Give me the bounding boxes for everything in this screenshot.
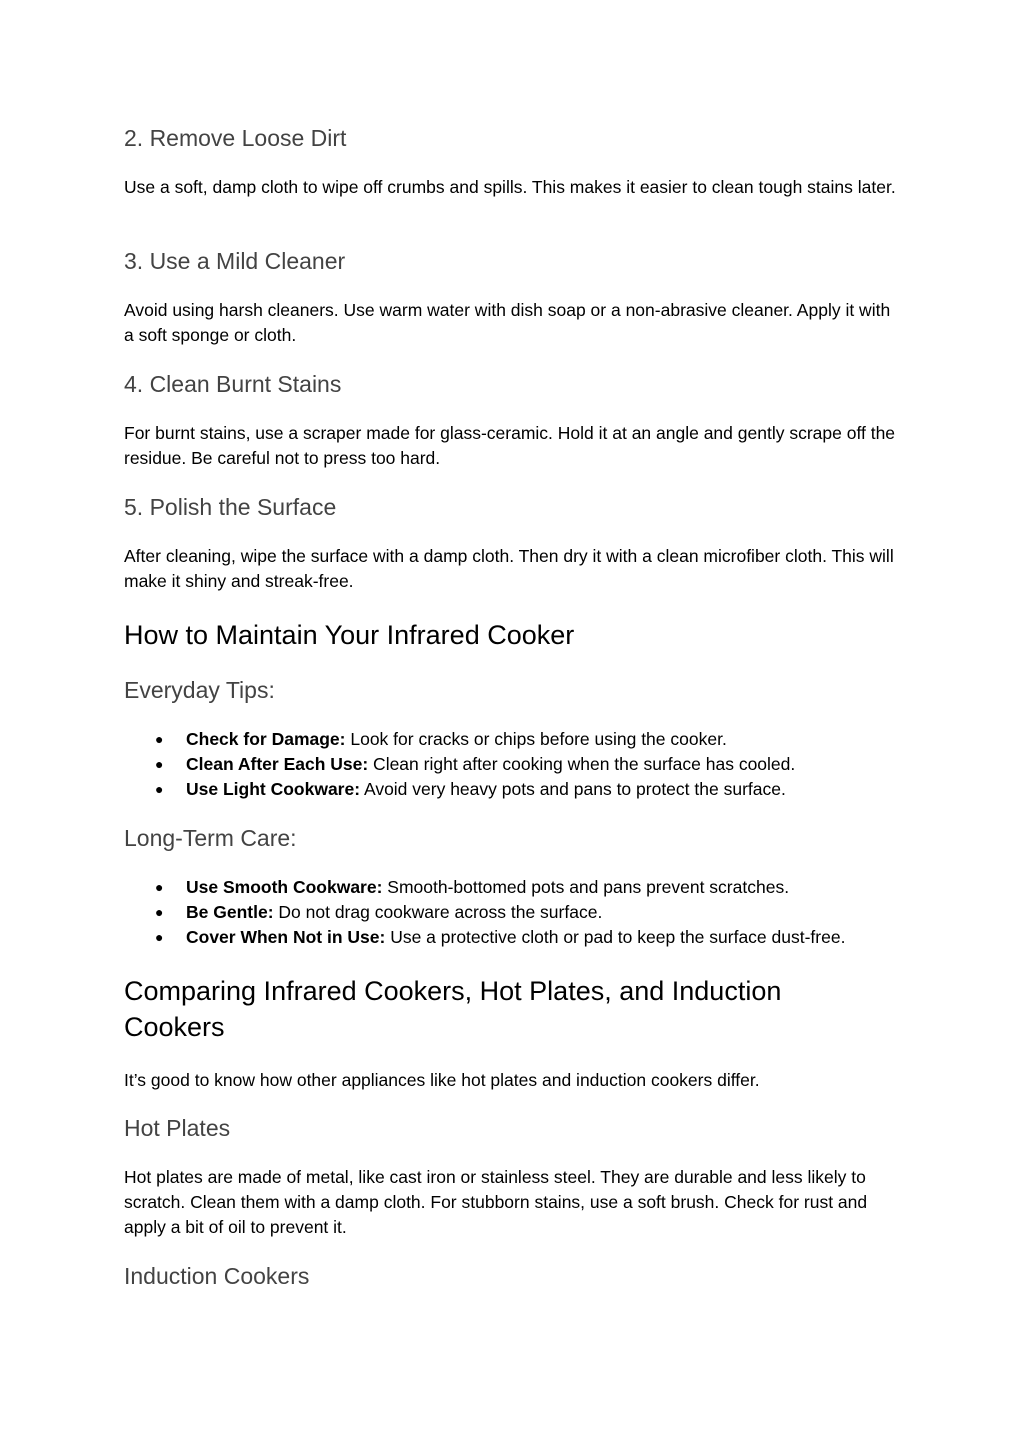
step-4-heading: 4. Clean Burnt Stains xyxy=(124,371,342,397)
item-text: Do not drag cookware across the surface. xyxy=(273,902,603,922)
step-3-heading: 3. Use a Mild Cleaner xyxy=(124,248,346,274)
step-3-body: Avoid using harsh cleaners. Use warm water with dish soap or a non-abrasive cleaner. Apply it with a soft sponge or cloth. xyxy=(124,300,891,345)
item-text: Look for cracks or chips before using the cooker. xyxy=(345,729,727,749)
step-5-body: After cleaning, wipe the surface with a damp cloth. Then dry it with a clean microfiber cloth. This will make it shiny and streak-free. xyxy=(124,546,894,591)
item-label: Check for Damage: xyxy=(186,729,346,749)
list-item xyxy=(124,875,904,900)
bullet-icon: ● xyxy=(155,756,164,772)
maintain-title: How to Maintain Your Infrared Cooker xyxy=(124,620,575,650)
item-label: Be Gentle: xyxy=(186,902,274,922)
step-2-body: Use a soft, damp cloth to wipe off crumbs and spills. This makes it easier to clean tough stains later. xyxy=(124,177,896,197)
list-item xyxy=(124,925,904,950)
hot-plates-heading: Hot Plates xyxy=(124,1115,231,1141)
item-text: Avoid very heavy pots and pans to protect the surface. xyxy=(360,779,786,799)
list-item xyxy=(124,727,904,752)
list-item xyxy=(124,777,904,802)
step-4-body: For burnt stains, use a scraper made for glass-ceramic. Hold it at an angle and gently scrape off the residue. Be careful not to press too hard. xyxy=(124,423,896,468)
everyday-tips-list xyxy=(124,727,904,802)
long-term-care-list xyxy=(124,875,904,950)
comparing-intro: It’s good to know how other appliances like hot plates and induction cookers differ. xyxy=(124,1070,760,1090)
list-item xyxy=(124,900,904,925)
induction-cookers-heading: Induction Cookers xyxy=(124,1263,310,1289)
bullet-icon: ● xyxy=(155,904,164,920)
item-label: Cover When Not in Use: xyxy=(186,927,386,947)
step-2-heading: 2. Remove Loose Dirt xyxy=(124,125,347,151)
bullet-icon: ● xyxy=(155,781,164,797)
hot-plates-body: Hot plates are made of metal, like cast iron or stainless steel. They are durable and less likely to scratch. Clean them with a damp cloth. For stubborn stains, use a soft brush. Check for rust and apply a bit of oil to prevent it. xyxy=(124,1167,868,1237)
bullet-icon: ● xyxy=(155,731,164,747)
bullet-icon: ● xyxy=(155,929,164,945)
item-label: Use Smooth Cookware: xyxy=(186,877,383,897)
item-text: Use a protective cloth or pad to keep the surface dust-free. xyxy=(385,927,846,947)
long-term-care-heading: Long-Term Care: xyxy=(124,825,297,851)
item-label: Use Light Cookware: xyxy=(186,779,361,799)
list-item xyxy=(124,752,904,777)
bullet-icon: ● xyxy=(155,879,164,895)
item-text: Clean right after cooking when the surface has cooled. xyxy=(368,754,796,774)
item-text: Smooth-bottomed pots and pans prevent scratches. xyxy=(382,877,790,897)
comparing-title: Comparing Infrared Cookers, Hot Plates, and Induction Cookers xyxy=(124,976,782,1042)
step-5-heading: 5. Polish the Surface xyxy=(124,494,337,520)
item-label: Clean After Each Use: xyxy=(186,754,369,774)
everyday-tips-heading: Everyday Tips: xyxy=(124,677,275,703)
